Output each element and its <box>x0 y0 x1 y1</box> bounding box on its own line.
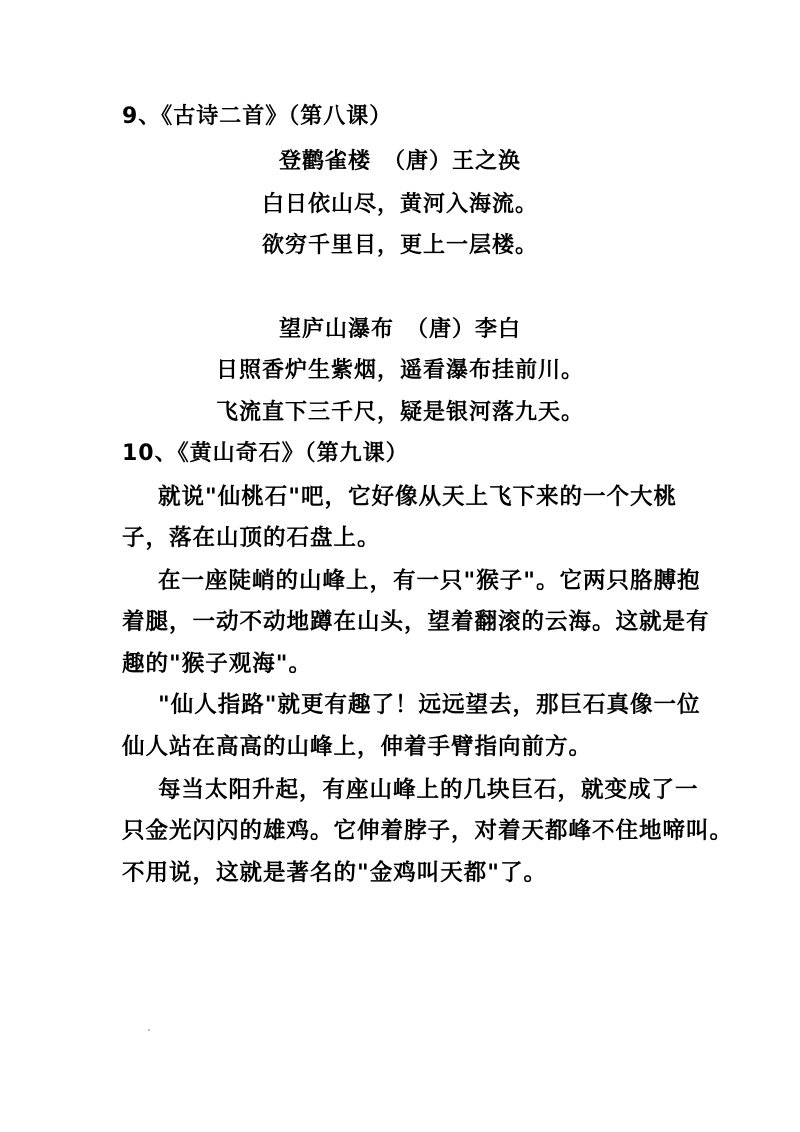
poem-2-title: 望庐山瀑布 （唐）李白 <box>278 317 521 342</box>
poem-2-line-2: 飞流直下三千尺，疑是银河落九天。 <box>215 400 584 425</box>
scan-speck <box>148 1029 150 1031</box>
paragraph-3-line-2: 仙人站在高高的山峰上，伸着手臂指向前方。 <box>122 734 593 760</box>
poem-2-line-1: 日照香炉生紫烟，遥看瀑布挂前川。 <box>215 358 584 383</box>
poem-1-line-1: 白日依山尽，黄河入海流。 <box>261 192 538 217</box>
paragraph-1-line-1: 就说"仙桃石"吧，它好像从天上飞下来的一个大桃 <box>158 484 677 510</box>
poem-1-title: 登鹳雀楼 （唐）王之涣 <box>278 149 521 174</box>
paragraph-2-line-3: 趣的"猴子观海"。 <box>122 651 312 677</box>
paragraph-3-line-1: "仙人指路"就更有趣了！远远望去，那巨石真像一位 <box>158 692 701 718</box>
paragraph-2-line-2: 着腿，一动不动地蹲在山头，望着翻滚的云海。这就是有 <box>122 609 710 635</box>
paragraph-4-line-2: 只金光闪闪的雄鸡。它伸着脖子，对着天都峰不住地啼叫。 <box>122 818 734 844</box>
paragraph-4-line-1: 每当太阳升起，有座山峰上的几块巨石，就变成了一 <box>158 777 699 803</box>
poem-1-line-2: 欲穷千里目，更上一层楼。 <box>261 233 538 258</box>
paragraph-1-line-2: 子，落在山顶的石盘上。 <box>122 525 381 551</box>
paragraph-4-line-3: 不用说，这就是著名的"金鸡叫天都"了。 <box>122 860 547 886</box>
section-9-heading: 9、《古诗二首》（第八课） <box>122 104 393 129</box>
paragraph-2-line-1: 在一座陡峭的山峰上，有一只"猴子"。它两只胳膊抱 <box>158 568 701 594</box>
section-10-heading: 10、《黄山奇石》（第九课） <box>122 441 409 466</box>
